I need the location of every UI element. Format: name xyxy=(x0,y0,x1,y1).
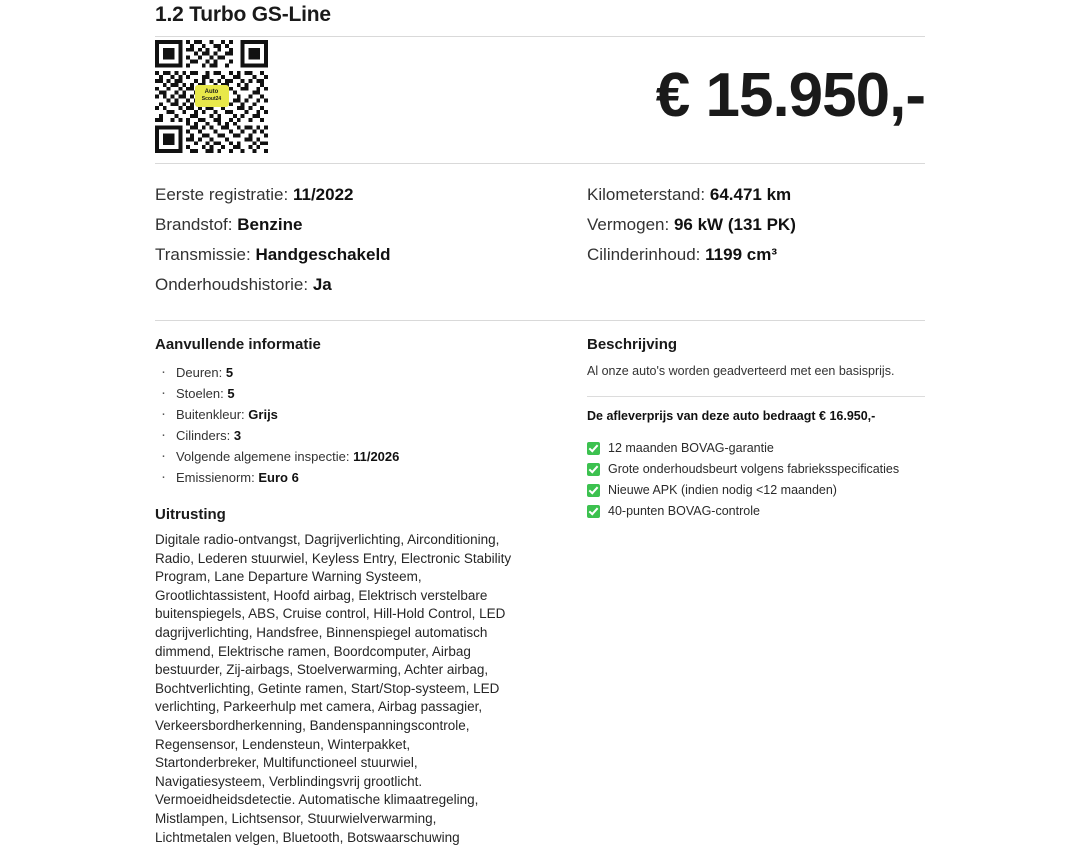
spec-row xyxy=(587,210,925,240)
price-row xyxy=(155,37,925,155)
spec-row xyxy=(587,240,925,270)
item-label: Cilinders: xyxy=(176,428,231,443)
description-heading: Beschrijving xyxy=(587,336,678,353)
benefits-list xyxy=(587,439,925,521)
description-intro: Al onze auto's worden geadverteerd met een basisprijs. xyxy=(587,364,895,378)
page-title: 1.2 Turbo GS-Line xyxy=(155,3,331,26)
list-item xyxy=(159,362,515,383)
price-value: € 15.950,- xyxy=(655,61,925,130)
logo-line-2: Scout24 xyxy=(201,96,222,102)
spec-value: 96 kW (131 PK) xyxy=(673,215,796,234)
benefit-label: Nieuwe APK (indien nodig <12 maanden) xyxy=(608,483,837,497)
item-label: Stoelen: xyxy=(176,386,224,401)
list-item xyxy=(159,425,515,446)
spec-row xyxy=(155,240,540,270)
spec-label: Onderhoudshistorie: xyxy=(155,275,309,294)
spec-value: 64.471 km xyxy=(709,185,792,204)
list-item xyxy=(587,460,925,479)
spec-row xyxy=(155,210,540,240)
spec-label: Cilinderinhoud: xyxy=(587,245,701,264)
equipment-heading: Uitrusting xyxy=(155,506,226,523)
divider-description xyxy=(587,396,925,397)
column-right xyxy=(540,336,925,847)
spec-label: Transmissie: xyxy=(155,245,251,264)
spec-value: Handgeschakeld xyxy=(255,245,391,264)
spec-value: 11/2022 xyxy=(292,185,354,204)
spec-row xyxy=(155,270,540,300)
spec-label: Kilometerstand: xyxy=(587,185,706,204)
benefit-label: 12 maanden BOVAG-garantie xyxy=(608,441,774,455)
spec-column-right xyxy=(540,180,925,300)
spec-row xyxy=(587,180,925,210)
detail-columns xyxy=(155,321,925,847)
logo-line-1: Auto xyxy=(204,89,219,95)
benefit-label: Grote onderhoudsbeurt volgens fabrieksspecificaties xyxy=(608,462,900,476)
item-label: Buitenkleur: xyxy=(176,407,245,422)
spec-summary xyxy=(155,164,925,312)
item-label: Emissienorm: xyxy=(176,470,255,485)
spec-value: 1199 cm³ xyxy=(705,245,777,264)
list-item xyxy=(159,404,515,425)
item-value: Grijs xyxy=(248,407,278,422)
item-value: 5 xyxy=(225,365,234,380)
equipment-text: Digitale radio-ontvangst, Dagrijverlichting, Airconditioning, Radio, Lederen stuurwiel, Keyless Entry, Electronic Stability Program, Lane Departure Warning Systeem, Grootlichtassistent, Hoofd airbag, Elektrisch verstelbare buitenspiegels, ABS, Cruise control, Hill-Hold Control, LED dagrijverlichting, Handsfree, Binnenspiegel automatisch dimmend, Elektrische ramen, Boordcomputer, Airbag bestuurder, Zij-airbags, Stoelverwarming, Achter airbag, Bochtverlichting, Getinte ramen, Start/Stop-systeem, LED verlichting, Parkeerhulp met camera, Airbag passagier, Verkeersbordherkenning, Bandenspanningscontrole, Regensensor, Lendensteun, Winterpakket, Startonderbreker, Multifunctioneel stuurwiel, Navigatiesysteem, Verblindingsvrij grootlicht. Vermoeidheidsdetectie. Automatische klimaatregeling, Mistlampen, Lichtsensor, Stuurwielverwarming, Lichtmetalen velgen, Bluetooth, Botswaarschuwing xyxy=(155,532,512,845)
item-label: Deuren: xyxy=(176,365,223,380)
check-icon xyxy=(587,463,600,476)
spec-label: Eerste registratie: xyxy=(155,185,289,204)
list-item xyxy=(587,439,925,458)
spec-column-left xyxy=(155,180,540,300)
spec-label: Brandstof: xyxy=(155,215,233,234)
list-item xyxy=(587,502,925,521)
spec-row xyxy=(155,180,540,210)
item-value: 5 xyxy=(227,386,235,401)
item-value: 3 xyxy=(233,428,242,443)
spec-value: Benzine xyxy=(237,215,303,234)
item-value: Euro 6 xyxy=(258,470,299,485)
autoscout24-logo xyxy=(195,85,229,107)
check-icon xyxy=(587,505,600,518)
list-item xyxy=(159,446,515,467)
item-value: 11/2026 xyxy=(353,449,400,464)
spec-label: Vermogen: xyxy=(587,215,670,234)
benefit-label: 40-punten BOVAG-controle xyxy=(608,504,760,518)
delivery-price-text: De afleverprijs van deze auto bedraagt € 16.950,- xyxy=(587,409,876,423)
check-icon xyxy=(587,442,600,455)
item-label: Volgende algemene inspectie: xyxy=(176,449,350,464)
list-item xyxy=(159,467,515,488)
list-item xyxy=(587,481,925,500)
additional-info-list xyxy=(159,362,515,488)
additional-info-heading: Aanvullende informatie xyxy=(155,336,321,353)
column-left xyxy=(155,336,540,847)
qr-code xyxy=(155,40,268,153)
list-item xyxy=(159,383,515,404)
qr-code-wrap xyxy=(155,40,273,153)
check-icon xyxy=(587,484,600,497)
spec-value: Ja xyxy=(312,275,332,294)
